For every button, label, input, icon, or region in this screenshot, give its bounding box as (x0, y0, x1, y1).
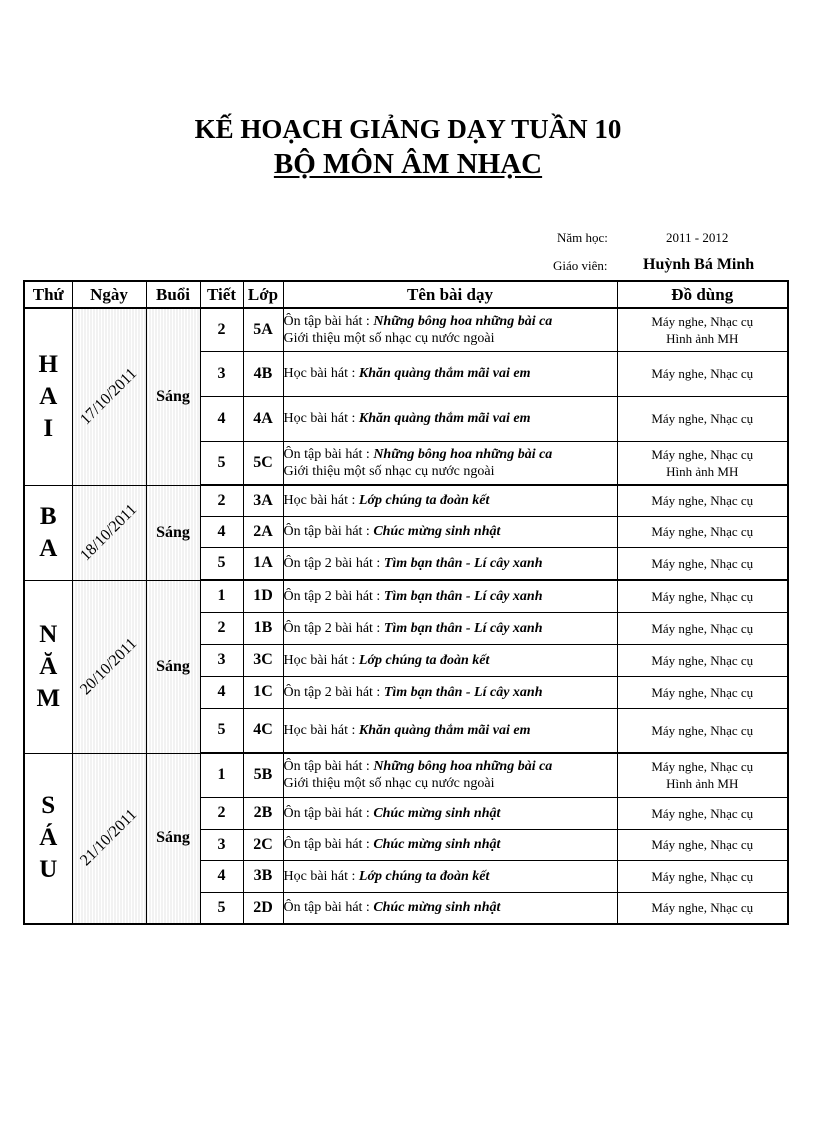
song-title: Khăn quàng thắm mãi vai em (358, 366, 531, 381)
class-cell: 5C (243, 441, 283, 485)
lesson-prefix: Học bài hát : (283, 652, 359, 668)
lesson-prefix: Học bài hát : (283, 411, 359, 426)
lesson-line (284, 365, 617, 382)
equipment-line-2: Hình ảnh MH (666, 776, 739, 792)
lesson-line (284, 313, 617, 330)
lesson-line (284, 588, 617, 605)
day-cell (24, 485, 72, 580)
date-cell (72, 485, 146, 580)
lesson-line-2: Giới thiệu một số nhạc cụ nước ngoài (283, 463, 495, 479)
date-label: 20/10/2011 (77, 634, 141, 698)
lesson-prefix: Ôn tập 2 bài hát : (283, 684, 384, 700)
song-title: Tìm bạn thân - Lí cây xanh (383, 620, 543, 636)
song-title: Tìm bạn thân - Lí cây xanh (383, 588, 543, 604)
equipment-line: Máy nghe, Nhạc cụ (651, 446, 754, 462)
day-label: N Ă M (36, 620, 61, 712)
equipment-cell (617, 860, 788, 892)
lesson-cell (283, 797, 617, 829)
lesson-cell (283, 547, 617, 580)
period-cell: 2 (200, 612, 243, 644)
period-cell: 4 (200, 676, 243, 708)
lesson-cell (283, 676, 617, 708)
page-subtitle (0, 148, 816, 181)
period-cell: 4 (200, 516, 243, 547)
equipment-line: Máy nghe, Nhạc cụ (651, 555, 754, 571)
class-cell: 3B (243, 860, 283, 892)
lesson-cell (283, 351, 617, 396)
lesson-line (284, 758, 617, 775)
session-cell: Sáng (146, 485, 200, 580)
lesson-prefix: Ôn tập bài hát : (283, 313, 374, 329)
day-cell (24, 753, 72, 924)
school-year-label: Năm học: (557, 230, 608, 245)
lesson-prefix: Ôn tập bài hát : (283, 524, 374, 539)
class-cell: 2A (243, 516, 283, 547)
equipment-line: Máy nghe, Nhạc cụ (651, 722, 754, 738)
class-cell: 1D (243, 580, 283, 612)
lesson-cell (283, 753, 617, 797)
day-cell (24, 308, 72, 485)
period-cell: 5 (200, 441, 243, 485)
period-cell: 4 (200, 860, 243, 892)
col-period: Tiết (200, 281, 243, 308)
lesson-cell (283, 892, 617, 924)
period-cell: 5 (200, 708, 243, 753)
page-title: KẾ HOẠCH GIẢNG DẠY TUẦN 10 (194, 114, 622, 144)
col-lesson: Tên bài dạy (283, 281, 617, 308)
song-title: Chúc mừng sinh nhật (373, 805, 501, 821)
period-cell: 2 (200, 797, 243, 829)
day-label: S Á U (39, 792, 58, 884)
subtitle-text: BỘ MÔN ÂM NHẠC (273, 148, 543, 180)
period-cell: 5 (200, 547, 243, 580)
lesson-prefix: Học bài hát : (283, 868, 359, 884)
equipment-line: Máy nghe, Nhạc cụ (651, 684, 754, 700)
lesson-prefix: Ôn tập bài hát : (283, 446, 374, 462)
equipment-cell (617, 753, 788, 797)
date-cell (72, 753, 146, 924)
equipment-cell (617, 829, 788, 860)
session-cell: Sáng (146, 308, 200, 485)
day-label: H A I (38, 350, 58, 442)
col-day: Thứ (24, 281, 72, 308)
equipment-line-2: Hình ảnh MH (666, 330, 739, 346)
col-class: Lớp (243, 281, 283, 308)
equipment-line: Máy nghe, Nhạc cụ (651, 366, 754, 381)
session-cell: Sáng (146, 580, 200, 753)
equipment-cell (617, 516, 788, 547)
equipment-line: Máy nghe, Nhạc cụ (651, 652, 754, 668)
song-title: Tìm bạn thân - Lí cây xanh (383, 555, 543, 571)
equipment-line: Máy nghe, Nhạc cụ (651, 837, 754, 852)
lesson-cell (283, 396, 617, 441)
equipment-line: Máy nghe, Nhạc cụ (651, 759, 754, 775)
lesson-prefix: Học bài hát : (283, 722, 359, 738)
class-cell: 1B (243, 612, 283, 644)
song-title: Lớp chúng ta đoàn kết (358, 652, 490, 668)
col-session: Buổi (146, 281, 200, 308)
lesson-prefix: Ôn tập bài hát : (283, 759, 374, 775)
equipment-cell (617, 708, 788, 753)
lesson-cell (283, 580, 617, 612)
equipment-cell (617, 485, 788, 516)
lesson-prefix: Học bài hát : (283, 366, 359, 381)
teacher-name: Huỳnh Bá Minh (643, 256, 755, 273)
song-title: Khăn quàng thắm mãi vai em (358, 722, 531, 738)
period-cell: 3 (200, 351, 243, 396)
date-cell (72, 580, 146, 753)
equipment-cell (617, 892, 788, 924)
equipment-cell (617, 580, 788, 612)
equipment-line: Máy nghe, Nhạc cụ (651, 620, 754, 636)
equipment-line-2: Hình ảnh MH (666, 463, 739, 479)
song-title: Khăn quàng thắm mãi vai em (358, 411, 531, 426)
table-row (24, 485, 788, 516)
class-cell: 4C (243, 708, 283, 753)
lesson-line (284, 684, 617, 701)
equipment-line: Máy nghe, Nhạc cụ (651, 524, 754, 539)
lesson-cell (283, 708, 617, 753)
lesson-cell (283, 860, 617, 892)
class-cell: 3A (243, 485, 283, 516)
class-cell: 2D (243, 892, 283, 924)
lesson-prefix: Ôn tập bài hát : (283, 837, 374, 852)
lesson-line (284, 899, 617, 916)
song-title: Lớp chúng ta đoàn kết (358, 493, 490, 509)
table-row (24, 580, 788, 612)
table-header (24, 281, 788, 308)
equipment-cell (617, 547, 788, 580)
schedule-body (24, 308, 788, 924)
class-cell: 2C (243, 829, 283, 860)
equipment-cell (617, 676, 788, 708)
class-cell: 5B (243, 753, 283, 797)
table-row (24, 753, 788, 797)
song-title: Những bông hoa những bài ca (373, 313, 553, 329)
date-label: 21/10/2011 (77, 806, 141, 870)
lesson-cell (283, 308, 617, 351)
equipment-cell (617, 396, 788, 441)
song-title: Những bông hoa những bài ca (373, 759, 553, 775)
lesson-prefix: Ôn tập bài hát : (283, 900, 374, 916)
lesson-line (284, 805, 617, 822)
class-cell: 2B (243, 797, 283, 829)
class-cell: 1A (243, 547, 283, 580)
song-title: Những bông hoa những bài ca (373, 446, 553, 462)
date-cell (72, 308, 146, 485)
song-title: Chúc mừng sinh nhật (373, 900, 501, 916)
period-cell: 3 (200, 644, 243, 676)
song-title: Chúc mừng sinh nhật (373, 524, 501, 539)
lesson-prefix: Ôn tập 2 bài hát : (283, 620, 384, 636)
period-cell: 2 (200, 485, 243, 516)
period-cell: 1 (200, 580, 243, 612)
col-equipment: Đồ dùng (617, 281, 788, 308)
lesson-line (284, 652, 617, 669)
equipment-line: Máy nghe, Nhạc cụ (651, 900, 754, 916)
lesson-line (284, 722, 617, 739)
school-year-value: 2011 - 2012 (666, 230, 729, 245)
lesson-prefix: Ôn tập bài hát : (283, 805, 374, 821)
equipment-cell (617, 612, 788, 644)
period-cell: 4 (200, 396, 243, 441)
class-cell: 5A (243, 308, 283, 351)
lesson-line (284, 555, 617, 572)
date-label: 18/10/2011 (77, 500, 141, 564)
equipment-line: Máy nghe, Nhạc cụ (651, 805, 754, 821)
day-label: B A (39, 502, 58, 562)
lesson-line (284, 446, 617, 463)
lesson-cell (283, 516, 617, 547)
equipment-cell (617, 797, 788, 829)
teacher-label: Giáo viên: (553, 258, 608, 273)
equipment-cell (617, 644, 788, 676)
lesson-prefix: Ôn tập 2 bài hát : (283, 588, 384, 604)
equipment-line: Máy nghe, Nhạc cụ (651, 868, 754, 884)
equipment-cell (617, 308, 788, 351)
song-title: Lớp chúng ta đoàn kết (358, 868, 490, 884)
period-cell: 3 (200, 829, 243, 860)
date-label: 17/10/2011 (77, 364, 141, 428)
lesson-line-2: Giới thiệu một số nhạc cụ nước ngoài (283, 330, 495, 346)
lesson-line (284, 836, 617, 853)
lesson-line (284, 410, 617, 427)
lesson-line (284, 620, 617, 637)
lesson-line (284, 523, 617, 540)
lesson-cell (283, 829, 617, 860)
lesson-line-2: Giới thiệu một số nhạc cụ nước ngoài (283, 776, 495, 792)
class-cell: 4A (243, 396, 283, 441)
class-cell: 4B (243, 351, 283, 396)
song-title: Tìm bạn thân - Lí cây xanh (383, 684, 543, 700)
schedule-table (23, 280, 789, 925)
equipment-line: Máy nghe, Nhạc cụ (651, 313, 754, 329)
session-cell: Sáng (146, 753, 200, 924)
equipment-cell (617, 441, 788, 485)
song-title: Chúc mừng sinh nhật (373, 837, 501, 852)
lesson-cell (283, 644, 617, 676)
period-cell: 2 (200, 308, 243, 351)
col-date: Ngày (72, 281, 146, 308)
day-cell (24, 580, 72, 753)
lesson-prefix: Ôn tập 2 bài hát : (283, 555, 384, 571)
equipment-line: Máy nghe, Nhạc cụ (651, 493, 754, 509)
equipment-line: Máy nghe, Nhạc cụ (651, 588, 754, 604)
class-cell: 3C (243, 644, 283, 676)
lesson-cell (283, 441, 617, 485)
lesson-prefix: Học bài hát : (283, 493, 359, 509)
period-cell: 5 (200, 892, 243, 924)
lesson-cell (283, 612, 617, 644)
lesson-cell (283, 485, 617, 516)
table-row (24, 308, 788, 351)
equipment-cell (617, 351, 788, 396)
period-cell: 1 (200, 753, 243, 797)
lesson-line (284, 868, 617, 885)
lesson-line (284, 492, 617, 509)
class-cell: 1C (243, 676, 283, 708)
equipment-line: Máy nghe, Nhạc cụ (651, 411, 754, 426)
